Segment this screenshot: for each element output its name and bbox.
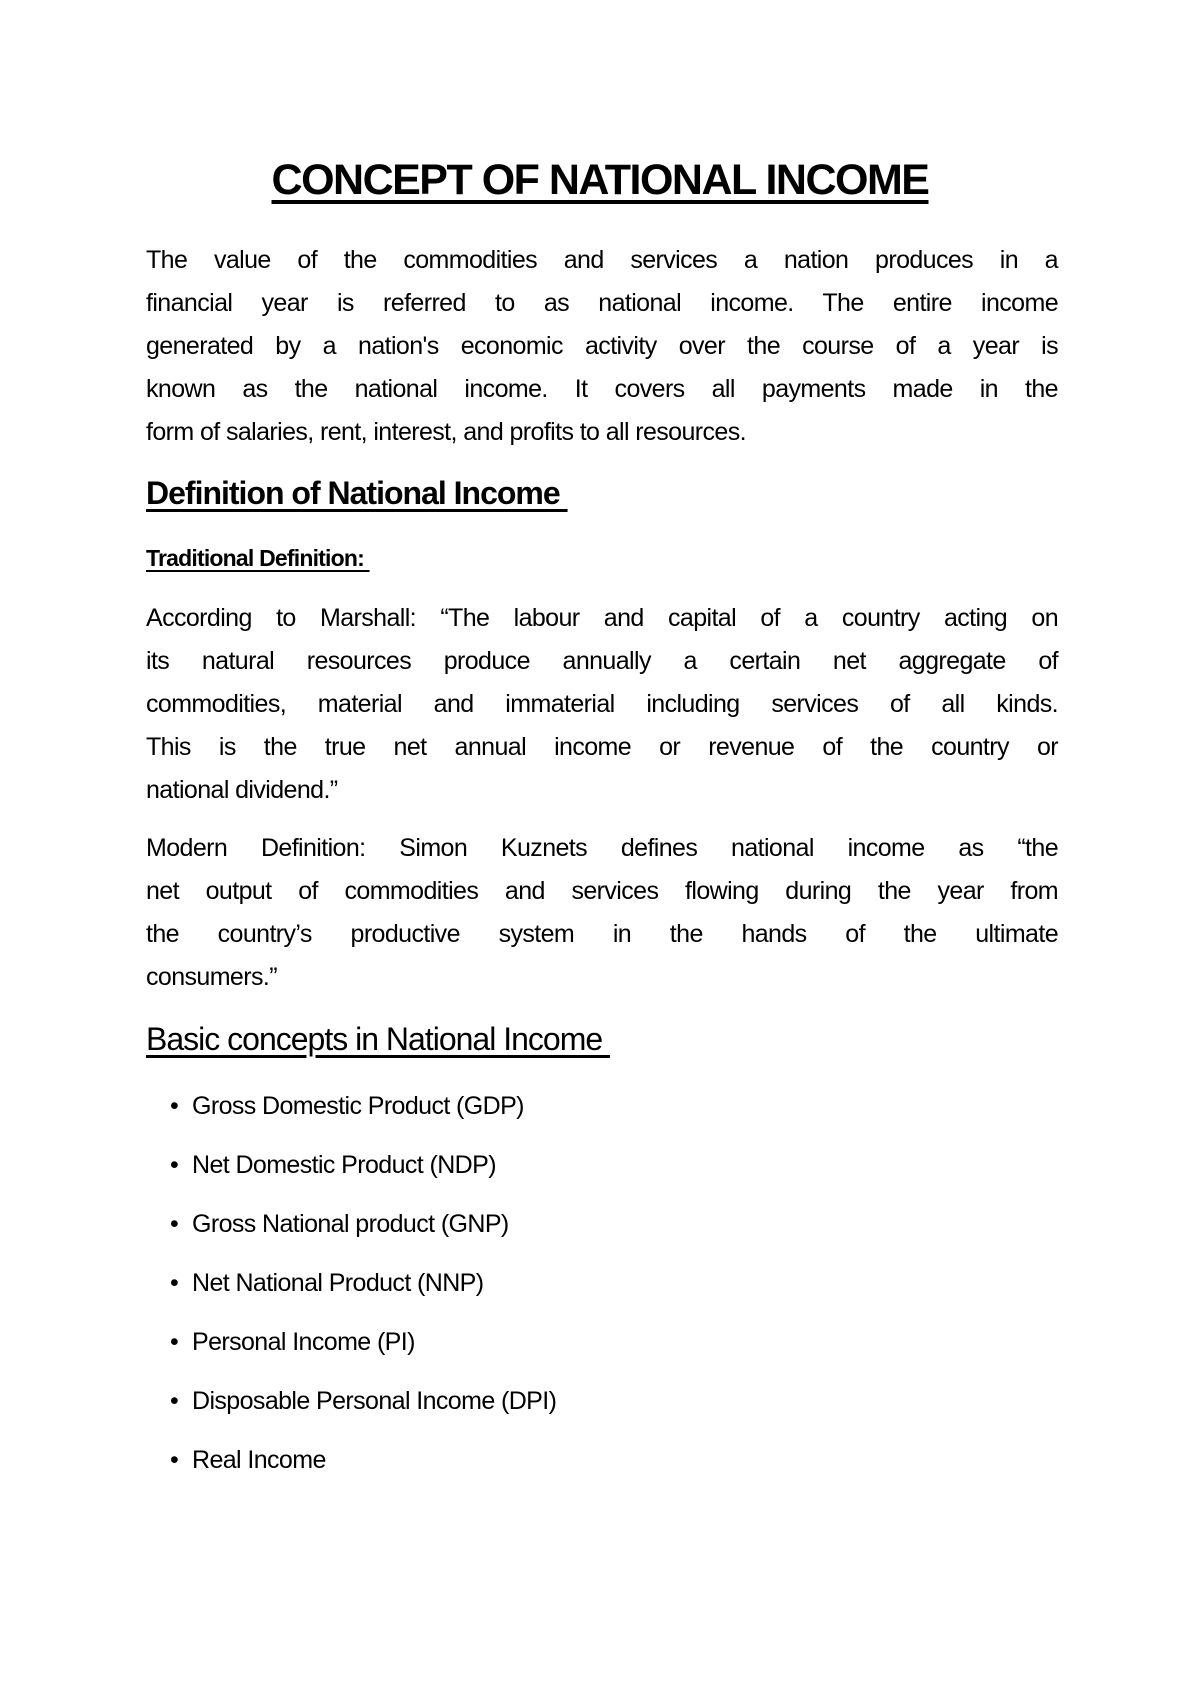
list-item-text: Disposable Personal Income (DPI) — [192, 1387, 557, 1415]
bullet-icon: • — [170, 1269, 179, 1297]
bullet-icon: • — [170, 1446, 179, 1474]
text-line: known as the national income. It covers all payments made in the — [146, 375, 1058, 403]
text-line: generated by a nation's economic activity over the course of a year is — [146, 332, 1058, 360]
bullet-icon: • — [170, 1092, 179, 1120]
list-item — [170, 1206, 556, 1265]
list-item-text: Personal Income (PI) — [192, 1328, 415, 1356]
basic-concepts-heading: Basic concepts in National Income — [146, 1021, 611, 1057]
bullet-icon: • — [170, 1210, 179, 1238]
page-title-text: CONCEPT OF NATIONAL INCOME — [271, 156, 929, 204]
text-line: Modern Definition: Simon Kuznets defines national income as “the — [146, 834, 1058, 862]
intro-paragraph — [146, 239, 1058, 454]
list-item — [170, 1088, 556, 1147]
text-line: This is the true net annual income or revenue of the country or — [146, 733, 1058, 761]
text-line: the country’s productive system in the hands of the ultimate — [146, 920, 1058, 948]
list-item-text: Net National Product (NNP) — [192, 1269, 484, 1297]
bullet-icon: • — [170, 1387, 179, 1415]
text-line: commodities, material and immaterial including services of all kinds. — [146, 690, 1058, 718]
list-item-text: Net Domestic Product (NDP) — [192, 1151, 496, 1179]
page-title — [0, 156, 1200, 205]
text-line: national dividend.” — [146, 776, 338, 804]
list-item-text: Gross Domestic Product (GDP) — [192, 1092, 524, 1120]
text-line: consumers.” — [146, 963, 277, 991]
list-item — [170, 1383, 556, 1442]
modern-paragraph — [146, 827, 1058, 999]
definition-heading: Definition of National Income — [146, 475, 568, 511]
text-line: form of salaries, rent, interest, and profits to all resources. — [146, 418, 746, 446]
list-item-text: Gross National product (GNP) — [192, 1210, 509, 1238]
list-item — [170, 1324, 556, 1383]
list-item — [170, 1442, 556, 1501]
text-line: The value of the commodities and services a nation produces in a — [146, 246, 1058, 274]
bullet-icon: • — [170, 1328, 179, 1356]
text-line: net output of commodities and services flowing during the year from — [146, 877, 1058, 905]
list-item — [170, 1265, 556, 1324]
text-line: According to Marshall: “The labour and capital of a country acting on — [146, 604, 1058, 632]
traditional-paragraph — [146, 597, 1058, 812]
text-line: its natural resources produce annually a certain net aggregate of — [146, 647, 1058, 675]
list-item — [170, 1147, 556, 1206]
list-item-text: Real Income — [192, 1446, 326, 1474]
traditional-heading: Traditional Definition: — [146, 545, 370, 571]
concepts-list — [170, 1088, 556, 1501]
text-line: financial year is referred to as national income. The entire income — [146, 289, 1058, 317]
bullet-icon: • — [170, 1151, 179, 1179]
